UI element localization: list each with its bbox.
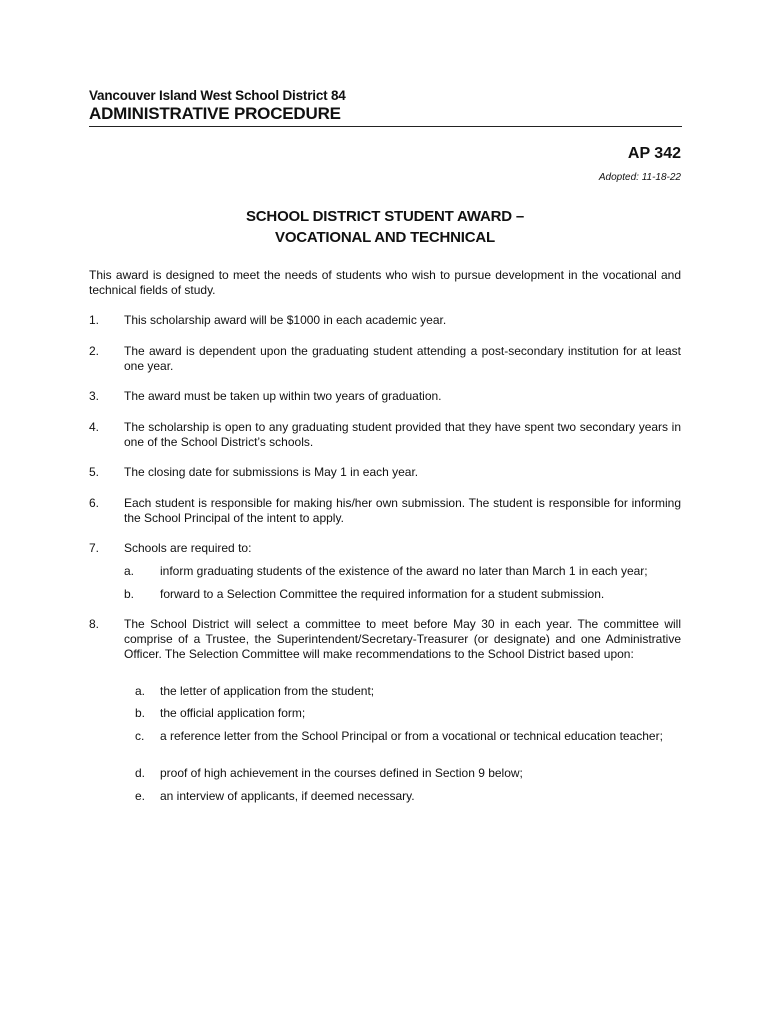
sub-item-text: a reference letter from the School Principal or from a vocational or technical education teacher; (160, 729, 663, 743)
sub-item-text: the letter of application from the student; (160, 684, 375, 698)
sub-item (135, 789, 681, 804)
list-item (89, 496, 681, 526)
item-number: 2. (89, 344, 100, 358)
district-name: Vancouver Island West School District 84 (89, 88, 346, 103)
document-title (89, 206, 681, 248)
item-text: The closing date for submissions is May 1 in each year. (124, 465, 419, 479)
sub-item-letter: a. (124, 564, 135, 578)
list-item (89, 313, 681, 328)
list-item (89, 420, 681, 450)
sub-item (135, 729, 681, 744)
item-number: 3. (89, 389, 100, 403)
sub-item (135, 706, 681, 721)
procedure-heading: ADMINISTRATIVE PROCEDURE (89, 104, 341, 123)
sub-item (124, 587, 681, 602)
item-text: This scholarship award will be $1000 in each academic year. (124, 313, 447, 327)
sub-item-text: an interview of applicants, if deemed necessary. (160, 789, 415, 803)
sub-item-letter: d. (135, 766, 146, 780)
intro-paragraph: This award is designed to meet the needs of students who wish to pursue development in the vocational and technical fields of study. (89, 268, 681, 297)
title-line-2: VOCATIONAL AND TECHNICAL (275, 229, 495, 246)
procedure-code: AP 342 (627, 145, 681, 162)
header-rule (89, 126, 682, 127)
sub-item (135, 766, 681, 781)
sub-item-text: inform graduating students of the existence of the award no later than March 1 in each year; (160, 564, 648, 578)
item-text: Schools are required to: (124, 541, 252, 555)
sub-item-text: forward to a Selection Committee the required information for a student submission. (160, 587, 605, 601)
list-item (89, 344, 681, 374)
item-number: 1. (89, 313, 100, 327)
sub-item-letter: c. (135, 729, 145, 743)
sub-item-letter: a. (135, 684, 146, 698)
item-text: The award must be taken up within two years of graduation. (124, 389, 442, 403)
sub-item (124, 564, 681, 579)
item-text: The award is dependent upon the graduating student attending a post-secondary institution for at least one year. (124, 344, 681, 373)
sub-item (135, 684, 681, 699)
item-number: 8. (89, 617, 100, 631)
list-item (89, 617, 681, 662)
item-text: The scholarship is open to any graduating student provided that they have spent two secondary years in one of the School District’s schools. (124, 420, 681, 449)
item-text: Each student is responsible for making his/her own submission. The student is responsible for informing the School Principal of the intent to apply. (124, 496, 681, 525)
sub-item-text: proof of high achievement in the courses defined in Section 9 below; (160, 766, 523, 780)
item-number: 6. (89, 496, 100, 510)
list-item (89, 465, 681, 480)
sub-item-letter: e. (135, 789, 146, 803)
sub-item-letter: b. (124, 587, 135, 601)
sub-item-letter: b. (135, 706, 146, 720)
list-item (89, 389, 681, 404)
title-line-1: SCHOOL DISTRICT STUDENT AWARD – (246, 208, 524, 225)
item-number: 7. (89, 541, 100, 555)
item-text: The School District will select a committee to meet before May 30 in each year. The committee will comprise of a Trustee, the Superintendent/Secretary-Treasurer (or designate) and one Administrative Officer. The Selection Committee will make recommendations to the School District based upon: (124, 617, 681, 661)
sub-item-text: the official application form; (160, 706, 306, 720)
list-item (89, 541, 681, 556)
adopted-date: Adopted: 11-18-22 (598, 172, 681, 183)
item-number: 5. (89, 465, 100, 479)
item-number: 4. (89, 420, 100, 434)
